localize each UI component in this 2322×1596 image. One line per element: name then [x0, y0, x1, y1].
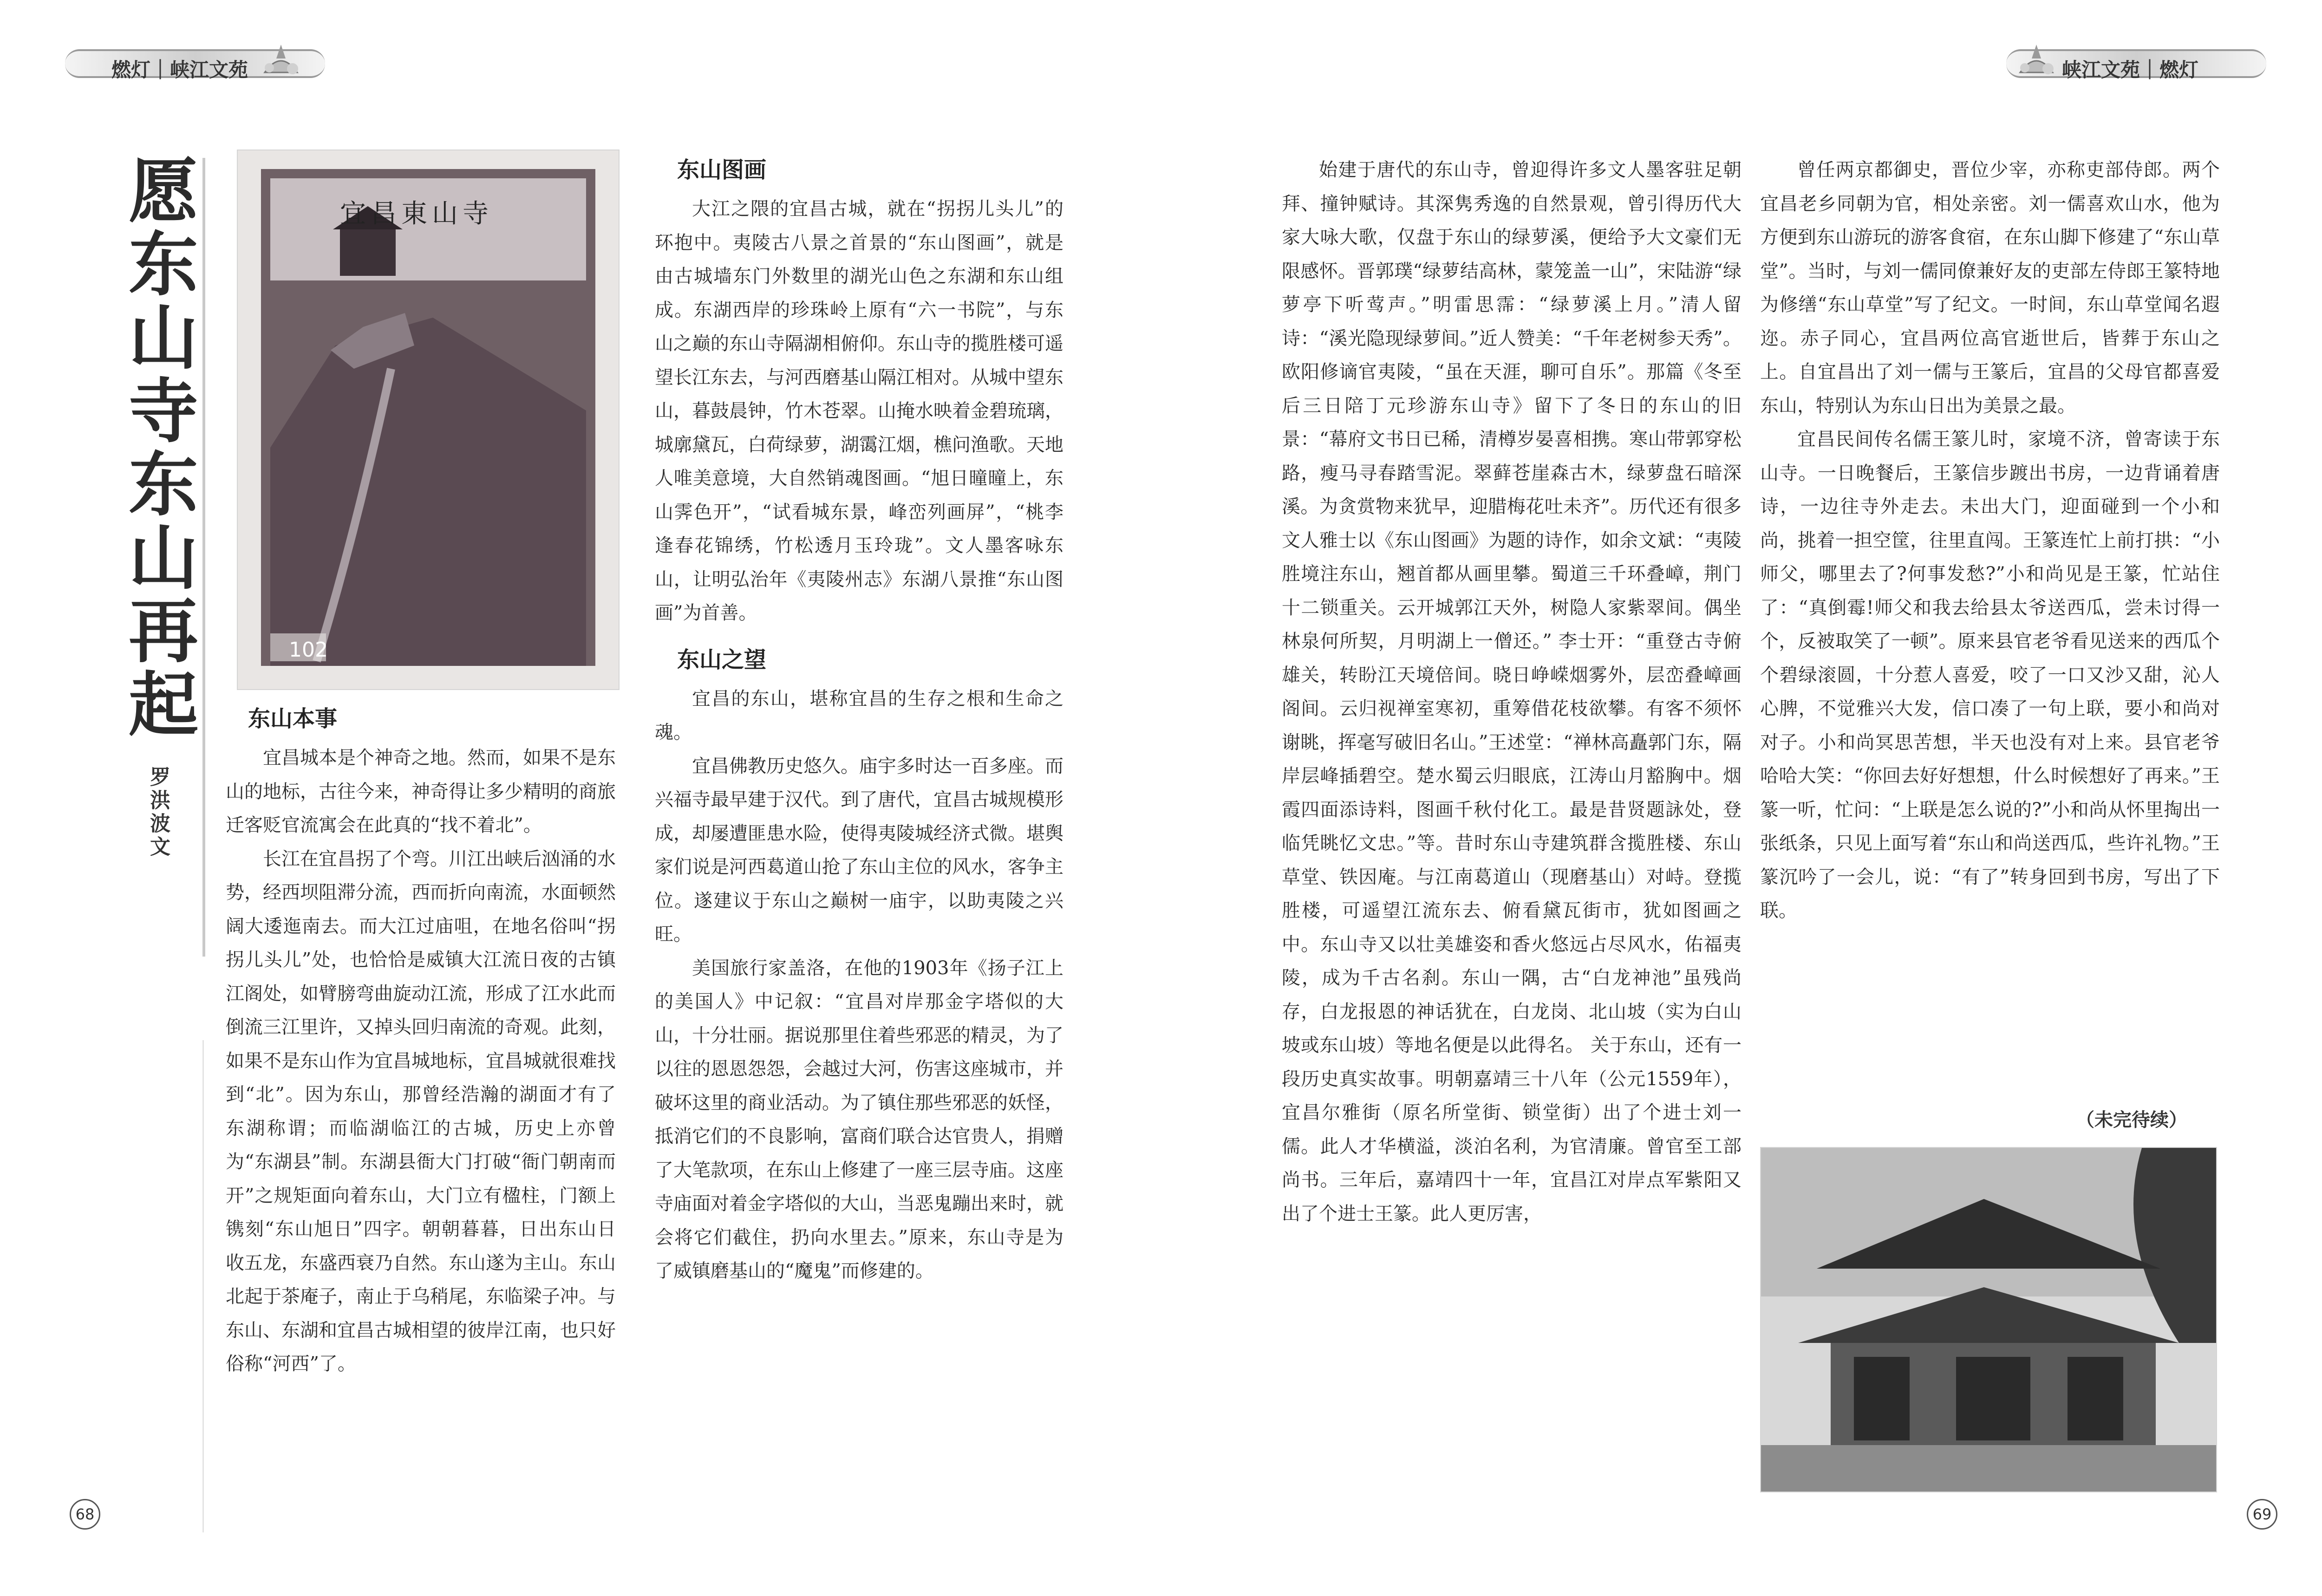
column-c	[1282, 153, 1742, 1231]
column-d	[1760, 153, 2220, 928]
paragraph: 长江在宜昌拐了个弯。川江出峡后汹涌的水势，经西坝阻滞分流，西而折向南流，水面顿然阔大逶迤南去。而大江过庙咀，在地名俗叫“拐拐儿头儿”处，也恰恰是威镇大江流日夜的古镇江阁处，如臂膀弯曲旋动江流，形成了江水此而倒流三江里许，又掉头回归南流的奇观。此刻，如果不是东山作为宜昌城地标，宜昌城就很难找到“北”。因为东山，那曾经浩瀚的湖面才有了东湖称谓；而临湖临江的古城，历史上亦曾为“东湖县”制。东湖县衙大门打破“衙门朝南而开”之规矩面向着东山，大门立有楹柱，门额上镌刻“东山旭日”四字。朝朝暮暮，日出东山日收五龙，东盛西衰乃自然。东山遂为主山。东山北起于茶庵子，南止于乌稍尾，东临梁子冲。与东山、东湖和宜昌古城相望的彼岸江南，也只好俗称“河西”了。	[226, 848, 616, 1375]
section-heading-dongshan-tuhua: 东山图画	[677, 157, 767, 183]
paragraph: 宜昌的东山，堪称宜昌的生存之根和生命之魂。	[655, 688, 1063, 743]
header-band-right	[2006, 40, 2266, 85]
photo-caption: 宜昌東山寺	[340, 199, 493, 229]
gutter-rule	[202, 1040, 204, 1532]
header-band-left	[65, 40, 325, 85]
photo-number: 102	[289, 638, 328, 662]
page-number-right: 69	[2247, 1499, 2277, 1530]
east-mountain-temple-photo	[237, 150, 620, 690]
paragraph: 宜昌城本是个神奇之地。然而，如果不是东山的地标，古往今来，神奇得让多少精明的商旅迁客贬官流寓会在此真的“找不着北”。	[226, 747, 616, 836]
column-a	[226, 700, 616, 1381]
temple-photo-icon	[1760, 1147, 2217, 1492]
pagoda-cloud-icon	[255, 31, 307, 82]
section-heading-dongshan-benshi: 东山本事	[248, 706, 338, 732]
running-head-right: 峡江文苑｜燃灯	[2062, 59, 2199, 81]
title-rule	[202, 158, 205, 957]
page-number-left: 68	[70, 1499, 100, 1530]
paragraph: 宜昌民间传名儒王篆儿时，家境不济，曾寄读于东山寺。一日晚餐后，王篆信步踱出书房，一边背诵着唐诗，一边往寺外走去。未出大门，迎面碰到一个小和尚，挑着一担空筐，往里直闯。王篆连忙上前打拱：“小师父，哪里去了?何事发愁?”小和尚见是王篆，忙站住了：“真倒霉!师父和我去给县太爷送西瓜，尝未讨得一个，反被取笑了一顿”。原来县官老爷看见送来的西瓜个个碧绿滚圆，十分惹人喜爱，咬了一口又沙又甜，沁人心脾，不觉雅兴大发，信口凑了一句上联，要小和尚对对子。小和尚冥思苦想，半天也没有对上来。县官老爷哈哈大笑：“你回去好好想想，什么时候想好了再来。”王篆一听，忙问：“上联是怎么说的?”小和尚从怀里掏出一张纸条，只见上面写着“东山和尚送西瓜，些许礼物。”王篆沉吟了一会儿，说：“有了”转身回到书房，写出了下联。	[1760, 429, 2220, 921]
column-b	[655, 151, 1063, 1288]
paragraph: 美国旅行家盖洛，在他的1903年《扬子江上的美国人》中记叙：“宜昌对岸那金字塔似的大山，十分壮丽。据说那里住着些邪恶的精灵，为了以往的恩恩怨怨，会越过大河，伤害这座城市，并破坏这里的商业活动。为了镇住那些邪恶的妖怪，抵消它们的不良影响，富商们联合达官贵人，捐赠了大笔款项，在东山上修建了一座三层寺庙。这座寺庙面对着金字塔似的大山，当恶鬼蹦出来时，就会将它们截住，扔向水里去。”原来，东山寺是为了威镇磨基山的“魔鬼”而修建的。	[655, 957, 1063, 1282]
paragraph: 始建于唐代的东山寺，曾迎得许多文人墨客驻足朝拜、撞钟赋诗。其深隽秀逸的自然景观，曾引得历代大家大咏大歌，仅盘于东山的绿萝溪，便给予大文豪们无限感怀。晋郭璞“绿萝结高林，蒙笼盖一山”，宋陆游“绿萝亭下听莺声。”明雷思霈：“绿萝溪上月。”清人留诗：“溪光隐现绿萝间。”近人赞美：“千年老树参天秀”。欧阳修谪官夷陵，“虽在天涯，聊可自乐”。那篇《冬至后三日陪丁元珍游东山寺》留下了冬日的东山的旧景：“幕府文书日已稀，清樽岁晏喜相携。寒山带郭穿松路，瘦马寻春踏雪泥。翠藓苍崖森古木，绿萝盘石暗深溪。为贪赏物来犹早，迎腊梅花吐未齐”。历代还有很多文人雅士以《东山图画》为题的诗作，如余文斌：“夷陵胜境注东山，翘首都从画里攀。蜀道三千环叠嶂，荆门十二锁重关。云开城郭江天外，树隐人家紫翠间。偶坐林泉何所契，月明湖上一僧还。” 李士开：“重登古寺俯雄关，转盼江天境倍间。晓日峥嵘烟雾外，层峦叠嶂画阁间。云归视禅室寒初，重筹借花枝欲攀。有客不须怀谢眺，挥毫写破旧名山。”王述堂：“禅林高矗郭门东，隔岸层峰插碧空。楚水蜀云归眼底，江涛山月豁胸中。烟霞四面添诗料，图画千秋付化工。最是昔贤题詠处，登临凭眺忆文忠。”等。昔时东山寺建筑群含揽胜楼、东山草堂、铁因庵。与江南葛道山（现磨基山）对峙。登揽胜楼，可遥望江流东去、俯看黛瓦街市，犹如图画之中。东山寺又以壮美雄姿和香火悠远占尽风水，佑福夷陵，成为千古名刹。东山一隅，古“白龙神池”虽残尚存，白龙报恩的神话犹在，白龙岗、北山坡（实为白山坡或东山坡）等地名便是以此得名。 关于东山，还有一段历史真实故事。明朝嘉靖三十八年（公元1559年），宜昌尔雅街（原名所堂街、锁堂街）出了个进士刘一儒。此人才华横溢，淡泊名利，为官清廉。曾官至工部尚书。三年后，嘉靖四十一年，宜昌江对岸点军紫阳又出了个进士王篆。此人更厉害，	[1282, 159, 1742, 1225]
paragraph: 曾任两京都御史，晋位少宰，亦称吏部侍郎。两个宜昌老乡同朝为官，相处亲密。刘一儒喜欢山水，他为方便到东山游玩的游客食宿，在东山脚下修建了“东山草堂”。当时，与刘一儒同僚兼好友的吏部左侍郎王篆特地为修缮“东山草堂”写了纪文。一时间，东山草堂闻名遐迩。赤子同心，宜昌两位高官逝世后，皆葬于东山之上。自宜昌出了刘一儒与王篆后，宜昌的父母官都喜爱东山，特别认为东山日出为美景之最。	[1760, 159, 2220, 417]
paragraph: 宜昌佛教历史悠久。庙宇多时达一百多座。而兴福寺最早建于汉代。到了唐代，宜昌古城规模形成，却屡遭匪患水险，使得夷陵城经济式微。堪舆家们说是河西葛道山抢了东山主位的风水，客争主位。遂建议于东山之巅树一庙宇，以助夷陵之兴旺。	[655, 755, 1063, 945]
pagoda-cloud-icon	[2011, 31, 2062, 82]
article-title: 愿东山寺东山再起	[117, 154, 197, 741]
article-author: 罗洪波文	[146, 766, 170, 859]
section-heading-dongshan-zhiwang: 东山之望	[677, 646, 767, 673]
to-be-continued-note: （未完待续）	[2076, 1109, 2187, 1131]
paragraph: 大江之隈的宜昌古城，就在“拐拐儿头儿”的环抱中。夷陵古八景之首景的“东山图画”，就是由古城墙东门外数里的湖光山色之东湖和东山组成。东湖西岸的珍珠岭上原有“六一书院”，与东山之巅的东山寺隔湖相俯仰。东山寺的揽胜楼可遥望长江东去，与河西磨基山隔江相对。从城中望东山，暮鼓晨钟，竹木苍翠。山掩水映着金碧琉璃，城廓黛瓦，白荷绿萝，湖霭江烟，樵问渔歌。天地人唯美意境，大自然销魂图画。“旭日曈曈上，东山霁色开”，“试看城东景，峰峦列画屏”，“桃李逢春花锦绣，竹松透月玉玲珑”。文人墨客咏东山，让明弘治年《夷陵州志》东湖八景推“东山图画”为首善。	[655, 198, 1063, 624]
running-head-left: 燃灯｜峡江文苑	[111, 59, 248, 81]
